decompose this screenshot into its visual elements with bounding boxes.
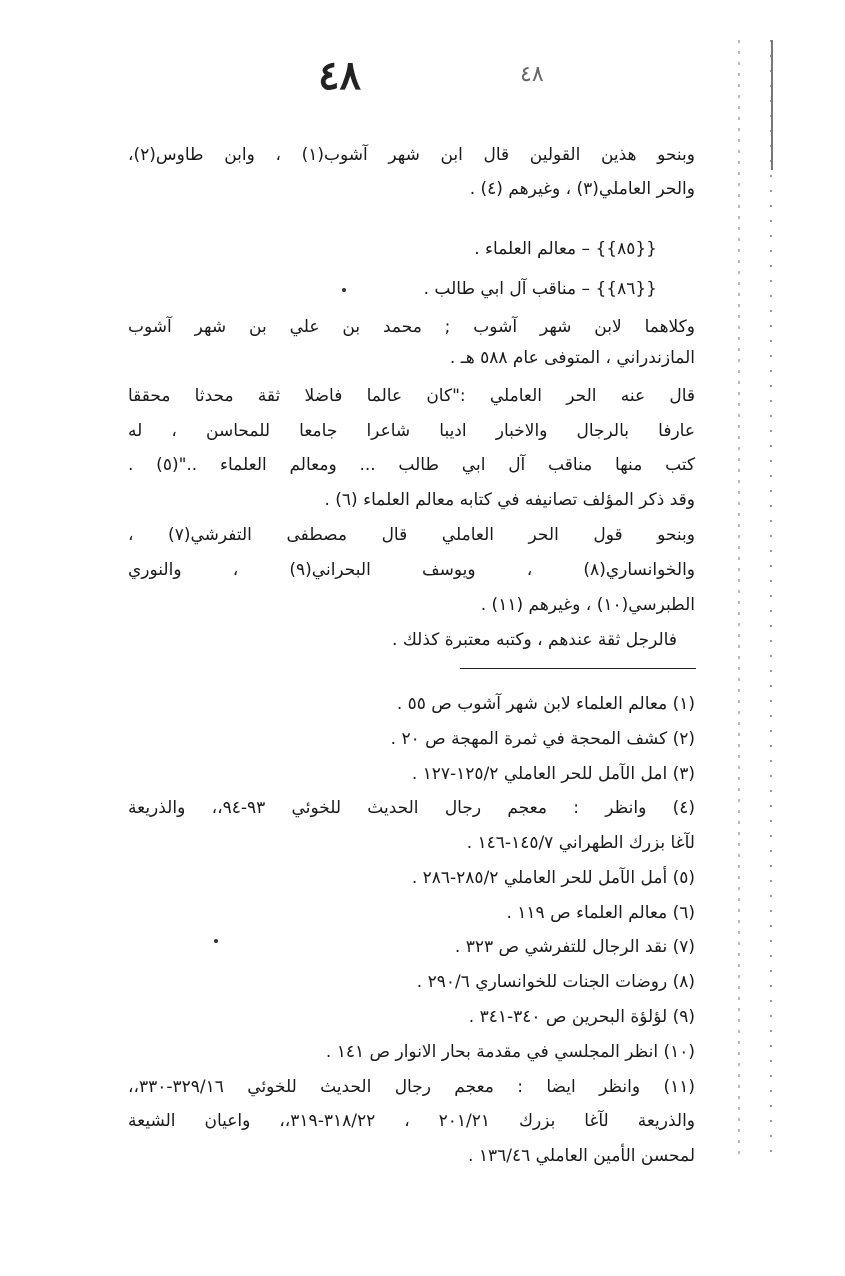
body-line: المازندراني ، المتوفى عام ٥٨٨ هـ .: [449, 348, 695, 368]
footnote-line: (٧) نقد الرجال للتفرشي ص ٣٢٣ .: [454, 937, 695, 957]
body-line: الطبرسي(١٠) ، وغيرهم (١١) .: [480, 595, 695, 615]
body-line: كتب منها مناقب آل ابي طالب ... ومعالم العلماء .."(٥) .: [128, 455, 695, 475]
body-line: وقد ذكر المؤلف تصانيفه في كتابه معالم العلماء (٦) .: [324, 490, 695, 510]
footnote-line: لآغا بزرك الطهراني ١٤٥/٧-١٤٦ .: [466, 833, 695, 853]
body-line: والحر العاملي(٣) ، وغيرهم (٤) .: [469, 179, 695, 199]
binding-edge-marks: [738, 40, 740, 1160]
body-line: قال عنه الحر العاملي :"كان عالما فاضلا ثقة محدثا محققا: [128, 386, 695, 406]
page-number-printed: ٤٨: [520, 62, 544, 87]
scan-speck: [214, 939, 218, 943]
footnote-line: (٥) أمل الآمل للحر العاملي ٢٨٥/٢-٢٨٦ .: [411, 868, 695, 888]
footnote-line: (٨) روضات الجنات للخوانساري ٢٩٠/٦ .: [416, 972, 695, 992]
body-line: عارفا بالرجال والاخبار اديبا شاعرا جامعا للمحاسن ، له: [128, 421, 695, 441]
scan-speck: [342, 288, 346, 292]
footnote-line: (٢) كشف المحجة في ثمرة المهجة ص ٢٠ .: [390, 729, 695, 749]
footnote-line: لمحسن الأمين العاملي ١٣٦/٤٦ .: [468, 1146, 695, 1166]
footnote-line: والذريعة لآغا بزرك ٢٠١/٢١ ، ٣١٨/٢٢-٣١٩،، واعيان الشيعة: [128, 1111, 695, 1131]
footnote-separator: [460, 668, 696, 669]
body-line: وبنحو قول الحر العاملي قال مصطفى التفرشي(٧) ،: [128, 525, 695, 545]
page-number-handwritten: ٤٨: [318, 52, 361, 99]
body-line: {{٨٥}} – معالم العلماء .: [474, 239, 657, 259]
footnote-line: (٣) امل الآمل للحر العاملي ١٢٥/٢-١٢٧ .: [411, 764, 695, 784]
body-line: وكلاهما لابن شهر آشوب ; محمد بن علي بن شهر آشوب: [128, 317, 695, 337]
binding-edge-line: [771, 40, 773, 170]
footnote-line: (١١) وانظر ايضا : معجم رجال الحديث للخوئي ٣٢٩/١٦-٣٣٠،،: [128, 1077, 695, 1097]
footnote-line: (٦) معالم العلماء ص ١١٩ .: [506, 903, 695, 923]
body-line: فالرجل ثقة عندهم ، وكتبه معتبرة كذلك .: [392, 630, 677, 650]
footnote-line: (٩) لؤلؤة البحرين ص ٣٤٠-٣٤١ .: [468, 1007, 695, 1027]
body-line: وبنحو هذين القولين قال ابن شهر آشوب(١) ، وابن طاوس(٢)،: [128, 145, 695, 165]
footnote-line: (٤) وانظر : معجم رجال الحديث للخوئي ٩٣-٩٤،، والذريعة: [128, 798, 696, 818]
body-line: {{٨٦}} – مناقب آل ابي طالب .: [423, 279, 657, 299]
binding-edge-marks: [770, 40, 772, 1160]
footnote-line: (١٠) انظر المجلسي في مقدمة بحار الانوار ص ١٤١ .: [325, 1042, 695, 1062]
body-line: والخوانساري(٨) ، ويوسف البحراني(٩) ، والنوري: [128, 560, 696, 580]
footnote-line: (١) معالم العلماء لابن شهر آشوب ص ٥٥ .: [396, 694, 695, 714]
